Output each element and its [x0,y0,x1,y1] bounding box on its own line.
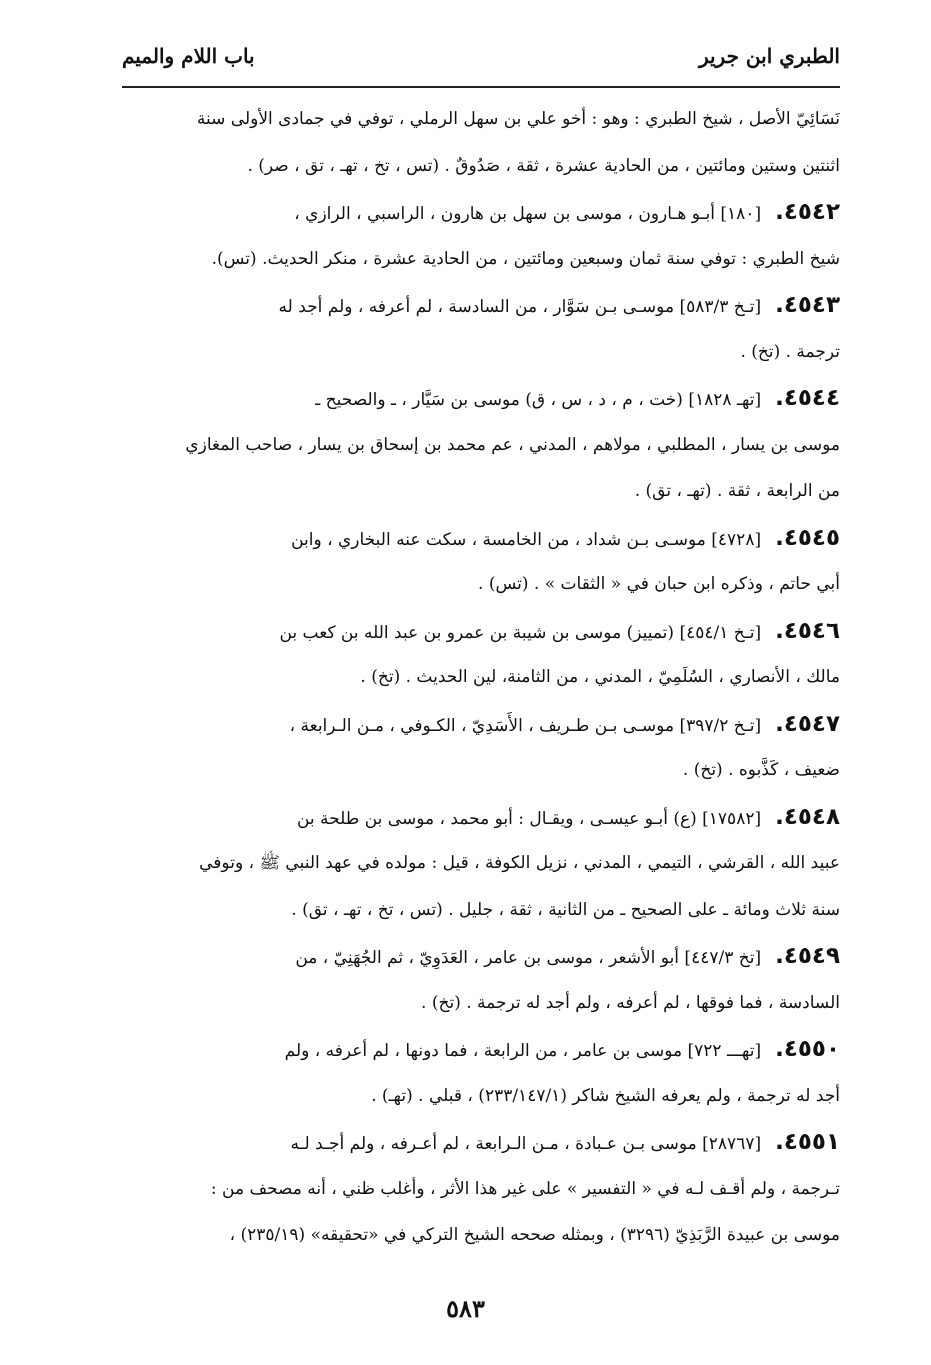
entry-number: ٤٥٤٩. [775,943,840,969]
text-line [122,747,840,794]
text-line [122,143,840,190]
header-rule [122,86,840,88]
text-line [122,515,840,562]
page-body [122,96,840,1259]
line-text: [٤٧٢٨] موسـى بـن شداد ، من الخامسة ، سكت عنه البخاري ، وابن [291,529,762,550]
text-line [122,654,840,701]
running-title: الطبري ابن جرير [698,44,840,68]
line-text: [تهـ ١٨٢٨] (خت ، م ، د ، س ، ق) موسى بن سَيَّار ، ـ والصحيح ـ [315,390,762,410]
page-header [122,38,840,78]
entry-number: ٤٥٤٨. [775,803,840,830]
line-text: [تـخ ٤٥٤/١] (تمييز) موسى بن شيبة بن عمرو بن عبد الله بن كعب بن [279,622,762,643]
line-text: [٢٨٧٦٧] موسى بـن عـبادة ، مـن الـرابعة ، لم أعـرفه ، ولم أجـد لـه [290,1134,762,1154]
line-text: [تـخ ٣٩٧/٢] موسـى بـن طـريف ، الأَسَدِيّ ، الكـوفي ، مـن الـرابعة ، [289,715,762,736]
entry-number: ٤٥٤٤. [775,385,840,411]
entry-number: ٤٥٥٠. [775,1036,840,1062]
text-line [122,375,840,422]
line-text: [١٨٠] أبـو هـارون ، موسى بن سهل بن هارون ، الراسبي ، الرازي ، [294,204,762,224]
line-text: موسى بن يسار ، المطلبي ، مولاهم ، المدني ، عم محمد بن إسحاق بن يسار ، صاحب المغازي [185,434,840,455]
text-line [122,561,840,608]
entry-number: ٤٥٥١. [775,1129,840,1155]
line-text: [١٧٥٨٢] (ع) أبـو عيسـى ، ويقـال : أبو محمد ، موسى بن طلحة بن [296,808,762,829]
text-line [122,236,840,283]
text-line [122,794,840,841]
text-line [122,980,840,1027]
line-text: السادسة ، فما فوقها ، لم أعرفه ، ولم أجد له ترجمة . (تخ) . [421,992,840,1013]
text-line [122,608,840,655]
line-text: أجد له ترجمة ، ولم يعرفه الشيخ شاكر (٢٣٣/١٤٧/١) ، قبلي . (تهـ) . [371,1085,840,1106]
page-number: ٥٨٣ [446,1294,485,1323]
entry-number: ٤٥٤٧. [775,710,840,737]
text-line [122,701,840,748]
line-text: أبي حاتم ، وذكره ابن حبان في « الثقات » . (تس) . [478,574,840,594]
line-text: ترجمة . (تخ) . [740,341,840,362]
section-title: باب اللام والميم [122,44,255,68]
line-text: تـرجمة ، ولم أقـف لـه في « التفسير » على غير هذا الأثر ، وأغلب ظني ، أنه مصحف من : [210,1178,840,1199]
line-text: ضعيف ، كَذَّبوه . (تخ) . [682,760,840,780]
line-text: مالك ، الأنصاري ، السُلَمِيّ ، المدني ، من الثامنة، لين الحديث . (تخ) . [360,667,840,687]
line-text: نَسَائِيّ الأصل ، شيخ الطبري : وهو : أخو علي بن سهل الرملي ، توفي في جمادى الأولى سنة [196,109,840,129]
entry-number: ٤٥٤٢. [775,199,840,225]
text-line [122,840,840,887]
text-line [122,1073,840,1120]
text-line [122,1119,840,1166]
text-line [122,1212,840,1259]
text-line [122,468,840,515]
line-text: موسى بن عبيدة الرَّبَذِيّ (٣٢٩٦) ، وبمثله صححه الشيخ التركي في «تحقيقه» (٢٣٥/١٩) ، [229,1225,840,1245]
line-text: من الرابعة ، ثقة . (تهـ ، تق) . [634,481,840,501]
line-text: سنة ثلاث ومائة ـ على الصحيح ـ من الثانية ، ثقة ، جليل . (تس ، تخ ، تهـ ، تق) . [291,899,840,920]
line-text: [تخ ٤٤٧/٣] أبو الأشعر ، موسى بن عامر ، العَدَوِيّ ، ثم الجُهَنِيّ ، من [295,948,762,968]
text-line [122,422,840,469]
entry-number: ٤٥٤٥. [775,524,840,551]
text-line [122,1166,840,1213]
text-line [122,933,840,980]
text-line [122,96,840,143]
text-line [122,189,840,236]
text-line [122,1026,840,1073]
text-line [122,282,840,329]
text-line [122,329,840,376]
line-text: [تـخ ٥٨٣/٣] موسـى بـن سَوَّار ، من السادسة ، لم أعرفه ، ولم أجد له [278,297,762,317]
line-text: اثنتين وستين ومائتين ، من الحادية عشرة ، ثقة ، صَدُوقٌ . (تس ، تخ ، تهـ ، تق ، صر) . [247,155,840,176]
entry-number: ٤٥٤٦. [775,617,840,644]
entry-number: ٤٥٤٣. [775,292,840,318]
line-text: عبيد الله ، القرشي ، التيمي ، المدني ، نزيل الكوفة ، قيل : مولده في عهد النبي ﷺ ، وتوفي [199,853,840,873]
text-line [122,887,840,934]
line-text: [تهـــ ٧٢٢] موسى بن عامر ، من الرابعة ، فما دونها ، لم أعرفه ، ولم [284,1041,762,1061]
line-text: شيخ الطبري : توفي سنة ثمان وسبعين ومائتين ، من الحادية عشرة ، منكر الحديث. (تس). [211,248,840,269]
